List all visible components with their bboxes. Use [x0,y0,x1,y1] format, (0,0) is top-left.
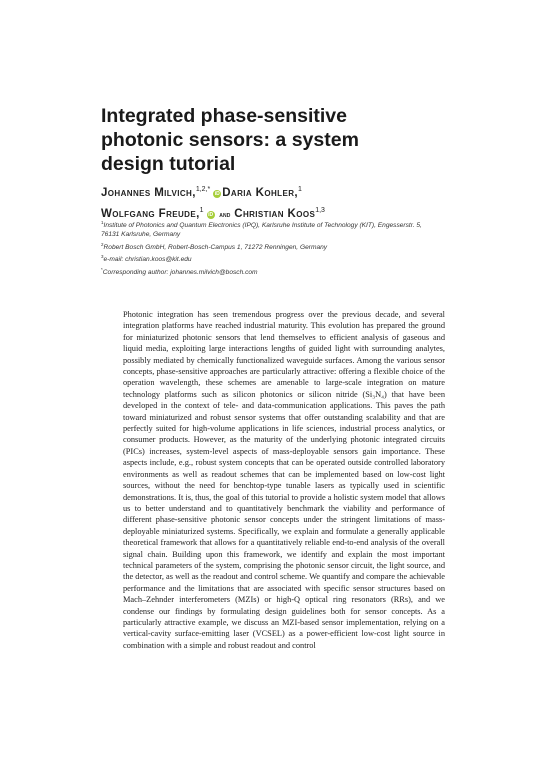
corresponding-author[interactable]: Corresponding author: johannes.milvich@bosch.com [102,268,258,276]
orcid-icon[interactable]: iD [208,211,214,218]
orcid-icon[interactable]: iD [214,190,220,197]
affiliation-text: Institute of Photonics and Quantum Electronics (IPQ), Karlsruhe Institute of Technology (KIT), Engesserstr. 5, 76131 Karlsruhe, Germany [101,222,422,239]
affiliation-item [101,265,431,277]
affiliation-item [101,218,431,240]
affiliation-text: Robert Bosch GmbH, Robert-Bosch-Campus 1, 71272 Renningen, Germany [103,243,328,251]
author-name: Wolfgang Freude, [101,207,200,220]
paper-title: Integrated phase-sensitive photonic sensors: a system design tutorial [101,105,359,175]
affiliation-marker: 2 [101,241,104,247]
affiliations [101,218,431,277]
author-affiliation-marker: 1,3 [315,206,325,214]
author-name: Johannes Milvich, [101,186,196,199]
author-affiliation-marker: 1 [199,206,204,214]
affiliation-marker: 3 [101,254,104,260]
author-affiliation-marker: 1 [297,186,302,193]
affiliation-marker: * [101,266,103,272]
email-link[interactable]: e-mail: christian.koos@kit.edu [103,256,192,264]
author-affiliation-marker: 1,2,* [195,186,211,193]
author-conjunction: and [219,211,231,219]
affiliation-item [101,240,431,252]
affiliation-item [101,252,431,264]
affiliation-marker: 1 [101,220,104,225]
author-name: Christian Koos [234,207,316,220]
abstract-text: Photonic integration has seen tremendous progress over the previous decade, and several integration platforms have reached industrial maturity. This evolution has prepared the ground for miniaturized photonic sensors that lend themselves to efficient analysis of gaseous and liquid media, exploiting large interactions lengths of guided light with surrounding analytes, possibly mediated by chemically functionalized waveguide surfaces. Among the various sensor concepts, phase-sensitive approaches are particularly attractive: offering a flexible choice of the operation wavelength, these schemes are amenable to large-scale integration on mature technology platforms such as silicon photonics or silicon nitride (Si₃N₄) that have been developed in the context of tele- and data-communication applications. This paves the path toward miniaturized and robust sensor systems that offer outstanding scalability and that are perfectly suited for high-volume applications in life sciences, industrial process analytics, or consumer products. However, as the maturity of the underlying photonic integrated circuits (PICs) increases, system-level aspects of mass-deployable sensors gain importance. These aspects include, e.g., robust system concepts that can be operated outside controlled laboratory environments as well as readout schemes that can be implemented based on low-cost light sources, without the need for benchtop-type tunable lasers as typically used in scientific demonstrations. It is, thus, the goal of this tutorial to provide a holistic system model that allows us to better understand and to quantitatively benchmark the viability and performance of different phase-sensitive photonic sensor concepts under the stringent limitations of mass-deployable miniaturized systems. Specifically, we explain and formulate a generally applicable theoretical framework that allows for a quantitatively reliable end-to-end analysis of the overall signal chain. Building upon this framework, we identify and explain the most important technical parameters of the system, comprising the photonic sensor circuit, the light source, and the detector, as well as the readout and control scheme. We quantify and compare the achievable performance and the limitations that are associated with specific sensor structures based on Mach–Zehnder interferometers (MZIs) or high-Q optical ring resonators (RRs), and we condense our findings by formulating design guidelines both for sensor concepts. As a particularly attractive example, we discuss an MZI-based sensor implementation, relying on a vertical-cavity surface-emitting laser (VCSEL) as a power-efficient low-cost light source in combination with a simple and robust readout and control [123,310,445,650]
author-name: Daria Kohler, [222,186,298,199]
